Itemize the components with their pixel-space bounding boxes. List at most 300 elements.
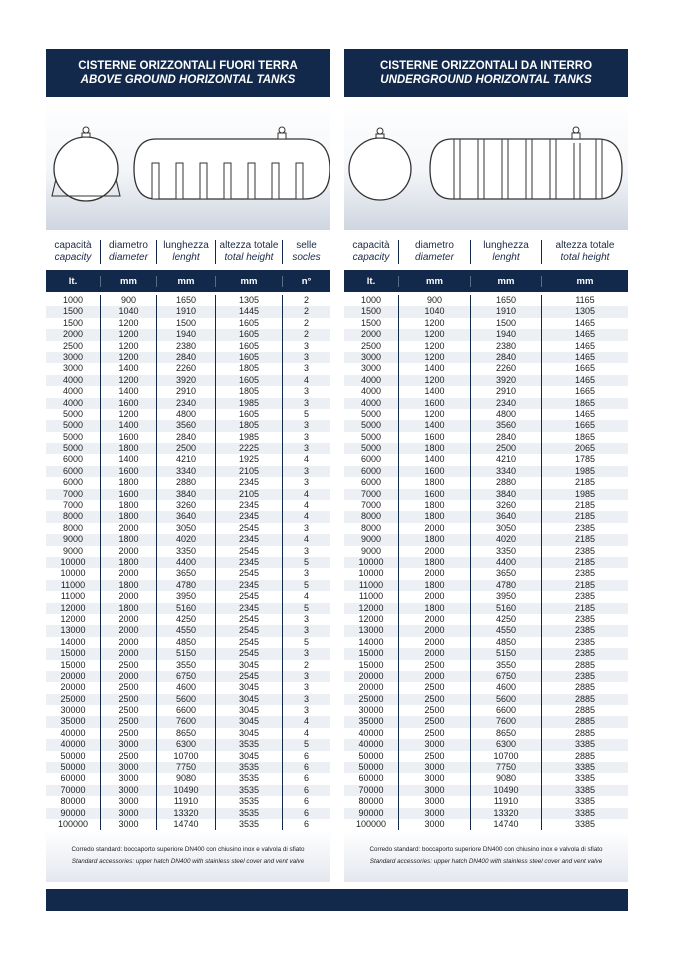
table-cell: 4550 [470,625,541,636]
table-cell: 3 [282,432,330,443]
table-cell: 1800 [398,603,470,614]
panel-title [344,49,628,97]
table-row [46,534,330,545]
table-cell: 2500 [398,682,470,693]
table-cell: 6600 [156,705,215,716]
table-cell: 6 [282,762,330,773]
table-cell: 4 [282,728,330,739]
table-cell: 25000 [60,693,86,704]
table-cell: 9080 [156,773,215,784]
unit-diameter: mm [100,276,156,287]
table-cell: 3650 [470,568,541,579]
table-cell: 5000 [360,408,382,419]
table-cell: 2885 [541,728,628,739]
table-cell: 6000 [62,454,84,465]
table-cell: 80000 [358,796,384,807]
table-cell: 3385 [541,808,628,819]
table-cell: 2105 [215,489,282,500]
table-cell: 3 [282,466,330,477]
table-row [344,580,628,591]
table-cell: 1305 [541,306,628,317]
page-footer-bar [46,889,628,911]
table-cell: 8000 [360,522,382,533]
table-cell: 6 [282,785,330,796]
table-cell: 2885 [541,705,628,716]
table-cell: 2840 [470,432,541,443]
table-cell: 90000 [358,807,384,818]
table-cell: 4020 [470,534,541,545]
table-row [344,318,628,329]
tank-end-view [349,138,411,200]
table-cell: 10000 [358,568,384,579]
table-cell: 3045 [215,705,282,716]
table-row [344,398,628,409]
unit-socles: n° [282,276,330,287]
table-row [46,819,330,830]
table-cell: 13320 [156,808,215,819]
table-cell: 12000 [60,602,86,613]
table-row [344,625,628,636]
table-cell: 2 [282,318,330,329]
table-cell: 2385 [541,614,628,625]
table-cell: 2885 [541,751,628,762]
table-cell: 2880 [470,477,541,488]
table-cell: 10000 [358,556,384,567]
table-cell: 1040 [398,306,470,317]
table-cell: 1400 [398,420,470,431]
table-cell: 1800 [100,603,156,614]
table-cell: 4 [282,489,330,500]
table-cell: 13320 [470,808,541,819]
table-row [344,637,628,648]
table-cell: 10000 [60,568,86,579]
title-english: UNDERGROUND HORIZONTAL TANKS [380,74,592,86]
table-cell: 7750 [156,762,215,773]
table-cell: 3 [282,477,330,488]
table-cell: 50000 [60,750,86,761]
table-cell: 1200 [100,329,156,340]
table-cell: 2500 [100,716,156,727]
table-cell: 5000 [62,443,84,454]
table-cell: 2345 [215,603,282,614]
table-cell: 1800 [100,511,156,522]
table-cell: 6 [282,751,330,762]
table-cell: 12000 [60,613,86,624]
header-total-height: altezza totale total height [541,240,628,264]
table-cell: 3 [282,386,330,397]
table-cell: 4000 [360,397,382,408]
table-cell: 4 [282,454,330,465]
table-cell: 5 [282,603,330,614]
table-cell: 9000 [360,545,382,556]
table-cell: 3000 [100,819,156,830]
table-cell: 2000 [398,671,470,682]
table-cell: 1200 [100,352,156,363]
table-cell: 3000 [62,351,84,362]
table-cell: 9000 [360,534,382,545]
table-cell: 1000 [62,295,84,305]
table-row [46,420,330,431]
table-cell: 9000 [62,545,84,556]
table-cell: 1985 [215,398,282,409]
table-row [344,773,628,784]
table-cell: 3550 [156,660,215,671]
table-row [344,546,628,557]
table-cell: 1465 [541,341,628,352]
table-cell: 1400 [100,386,156,397]
table-cell: 1805 [215,363,282,374]
table-row [46,625,330,636]
table-cell: 2 [282,295,330,306]
table-row [46,660,330,671]
underground-tank-drawing [344,97,628,230]
table-cell: 6000 [62,465,84,476]
table-row [46,443,330,454]
table-row [344,648,628,659]
table-cell: 2385 [541,591,628,602]
table-cell: 2345 [215,500,282,511]
table-cell: 6 [282,808,330,819]
table-cell: 2500 [398,660,470,671]
table-cell: 5000 [62,420,84,431]
table-row [344,363,628,374]
unit-height: mm [215,276,282,287]
table-cell: 3350 [156,546,215,557]
note-italian: Corredo standard: boccaporto superiore DN400 con chiusino inox e valvola di sfiato [71,846,305,854]
unit-height: mm [541,276,628,287]
table-cell: 3000 [398,796,470,807]
table-cell: 70000 [60,784,86,795]
table-cell: 1200 [398,329,470,340]
table-cell: 3385 [541,785,628,796]
table-cell: 15000 [358,659,384,670]
table-row [46,352,330,363]
table-row [344,386,628,397]
table-cell: 2500 [62,340,84,351]
header-capacity: capacità capacity [54,240,92,263]
table-cell: 3560 [156,420,215,431]
table-cell: 12000 [358,602,384,613]
table-cell: 2500 [156,443,215,454]
table-cell: 2260 [156,363,215,374]
table-cell: 2000 [398,648,470,659]
table-cell: 1465 [541,318,628,329]
table-cell: 3045 [215,682,282,693]
header-capacity: capacità capacity [352,240,390,263]
table-cell: 3045 [215,660,282,671]
table-cell: 3050 [470,523,541,534]
table-cell: 3 [282,443,330,454]
table-cell: 3385 [541,739,628,750]
table-cell: 8000 [62,522,84,533]
table-cell: 2500 [398,716,470,727]
table-cell: 15000 [60,648,86,659]
table-cell: 2545 [215,523,282,534]
table-cell: 1800 [100,477,156,488]
table-cell: 9080 [470,773,541,784]
table-cell: 2000 [100,637,156,648]
table-row [46,716,330,727]
table-cell: 2385 [541,546,628,557]
table-cell: 40000 [60,739,86,750]
table-cell: 6300 [470,739,541,750]
table-cell: 2885 [541,716,628,727]
table-cell: 1600 [398,398,470,409]
table-cell: 3950 [470,591,541,602]
table-cell: 8650 [156,728,215,739]
table-cell: 2500 [360,340,382,351]
table-cell: 80000 [60,796,86,807]
table-cell: 1800 [398,534,470,545]
table-row [46,546,330,557]
table-cell: 50000 [358,750,384,761]
table-cell: 50000 [60,762,86,773]
table-cell: 3 [282,398,330,409]
table-cell: 2500 [100,660,156,671]
table-cell: 1500 [360,317,382,328]
table-cell: 1600 [398,432,470,443]
table-cell: 3000 [100,773,156,784]
table-row [344,511,628,522]
table-cell: 2500 [398,728,470,739]
note-english: Standard accessories: upper hatch DN400 with stainless steel cover and vent valve [71,858,305,866]
table-cell: 1465 [541,329,628,340]
table-cell: 3 [282,363,330,374]
table-cell: 3 [282,523,330,534]
table-cell: 3 [282,682,330,693]
table-cell: 4 [282,375,330,386]
table-cell: 15000 [60,659,86,670]
table-cell: 90000 [60,807,86,818]
table-cell: 1925 [215,454,282,465]
table-row [46,511,330,522]
table-cell: 2500 [398,751,470,762]
table-cell: 1665 [541,363,628,374]
table-cell: 1500 [62,317,84,328]
table-row [46,785,330,796]
table-cell: 9000 [62,534,84,545]
table-row [46,796,330,807]
table-cell: 6600 [470,705,541,716]
table-cell: 10490 [470,785,541,796]
table-cell: 5000 [360,420,382,431]
table-cell: 2185 [541,603,628,614]
table-cell: 2500 [470,443,541,454]
table-cell: 4 [282,511,330,522]
table-row [344,329,628,340]
table-cell: 1940 [156,329,215,340]
table-cell: 2910 [470,386,541,397]
table-row [46,477,330,488]
table-cell: 1600 [100,489,156,500]
above-ground-panel [46,49,330,882]
table-cell: 1200 [398,352,470,363]
table-cell: 4 [282,591,330,602]
unit-capacity: lt. [68,275,78,287]
table-cell: 5600 [156,694,215,705]
table-cell: 2225 [215,443,282,454]
side-valve-icon [573,127,579,133]
valve-icon [377,128,383,134]
table-cell: 1665 [541,420,628,431]
table-cell: 11910 [156,796,215,807]
table-cell: 4210 [470,454,541,465]
table-cell: 1200 [100,409,156,420]
table-cell: 1600 [100,432,156,443]
table-cell: 6 [282,796,330,807]
table-row [344,694,628,705]
header-length: lunghezza lenght [470,240,541,264]
table-cell: 11000 [60,591,86,602]
table-cell: 1445 [215,306,282,317]
table-cell: 3000 [100,796,156,807]
side-hatch-icon [278,133,286,139]
table-cell: 3640 [470,511,541,522]
table-cell: 1800 [398,580,470,591]
table-cell: 2000 [398,625,470,636]
table-cell: 7000 [62,500,84,511]
units-row [344,270,628,292]
table-cell: 3920 [470,375,541,386]
table-cell: 1985 [541,466,628,477]
table-cell: 7600 [156,716,215,727]
table-row [46,386,330,397]
table-cell: 5000 [62,408,84,419]
table-cell: 5 [282,557,330,568]
table-cell: 3550 [470,660,541,671]
table-cell: 3535 [215,773,282,784]
table-cell: 3 [282,568,330,579]
table-cell: 8000 [360,511,382,522]
table-cell: 3045 [215,716,282,727]
table-cell: 6000 [360,465,382,476]
table-cell: 4780 [156,580,215,591]
table-row [344,557,628,568]
table-cell: 1200 [100,318,156,329]
table-cell: 50000 [358,762,384,773]
table-cell: 2185 [541,557,628,568]
table-cell: 10000 [60,556,86,567]
table-row [344,375,628,386]
table-cell: 2000 [398,591,470,602]
table-cell: 4020 [156,534,215,545]
table-cell: 5 [282,637,330,648]
table-cell: 3535 [215,762,282,773]
table-cell: 2840 [470,352,541,363]
table-cell: 1800 [100,443,156,454]
table-row [344,819,628,830]
table-row [344,466,628,477]
table-row [46,295,330,306]
table-row [46,489,330,500]
table-cell: 1605 [215,341,282,352]
table-cell: 2910 [156,386,215,397]
table-cell: 3560 [470,420,541,431]
table-cell: 6000 [360,477,382,488]
table-cell: 2545 [215,591,282,602]
table-cell: 1400 [398,386,470,397]
table-cell: 15000 [358,648,384,659]
table-cell: 5 [282,409,330,420]
table-cell: 3260 [156,500,215,511]
table-cell: 20000 [358,670,384,681]
table-cell: 3 [282,648,330,659]
table-cell: 3535 [215,819,282,830]
table-cell: 1800 [100,557,156,568]
table-row [46,306,330,317]
tank-illustration [344,97,628,230]
table-cell: 2885 [541,694,628,705]
header-diameter: diametro diameter [398,240,470,264]
table-row [46,637,330,648]
table-row [344,477,628,488]
table-cell: 3 [282,694,330,705]
table-cell: 10700 [156,751,215,762]
table-cell: 3385 [541,796,628,807]
table-cell: 4 [282,500,330,511]
table-row [46,773,330,784]
table-cell: 1465 [541,375,628,386]
table-row [46,318,330,329]
table-cell: 2545 [215,625,282,636]
header-length: lunghezza lenght [156,240,215,264]
table-cell: 35000 [60,716,86,727]
table-row [344,751,628,762]
table-cell: 4250 [156,614,215,625]
table-cell: 2065 [541,443,628,454]
table-cell: 1865 [541,432,628,443]
table-cell: 2000 [100,523,156,534]
table-cell: 4000 [360,386,382,397]
table-cell: 3535 [215,785,282,796]
table-cell: 1605 [215,352,282,363]
table-cell: 3000 [398,773,470,784]
table-cell: 3000 [398,762,470,773]
table-cell: 1500 [156,318,215,329]
table-cell: 6 [282,773,330,784]
table-row [344,762,628,773]
table-cell: 2185 [541,511,628,522]
table-cell: 2500 [100,751,156,762]
table-cell: 3840 [156,489,215,500]
table-cell: 1600 [100,466,156,477]
table-cell: 14000 [60,636,86,647]
table-row [344,523,628,534]
table-cell: 1400 [398,363,470,374]
table-row [344,660,628,671]
table-row [46,363,330,374]
table-cell: 1910 [470,306,541,317]
table-cell: 3000 [100,762,156,773]
table-cell: 3840 [470,489,541,500]
table-row [46,500,330,511]
table-cell: 2840 [156,432,215,443]
table-cell: 2545 [215,671,282,682]
table-cell: 1800 [398,443,470,454]
above-ground-table-body [46,292,330,830]
standard-accessories-note [46,830,330,882]
table-cell: 6000 [360,454,382,465]
table-cell: 3 [282,625,330,636]
table-cell: 1400 [100,420,156,431]
table-cell: 3045 [215,694,282,705]
table-cell: 2000 [100,546,156,557]
table-row [46,603,330,614]
table-cell: 1800 [398,477,470,488]
table-cell: 2000 [62,329,84,340]
table-cell: 40000 [60,727,86,738]
table-cell: 2380 [470,341,541,352]
